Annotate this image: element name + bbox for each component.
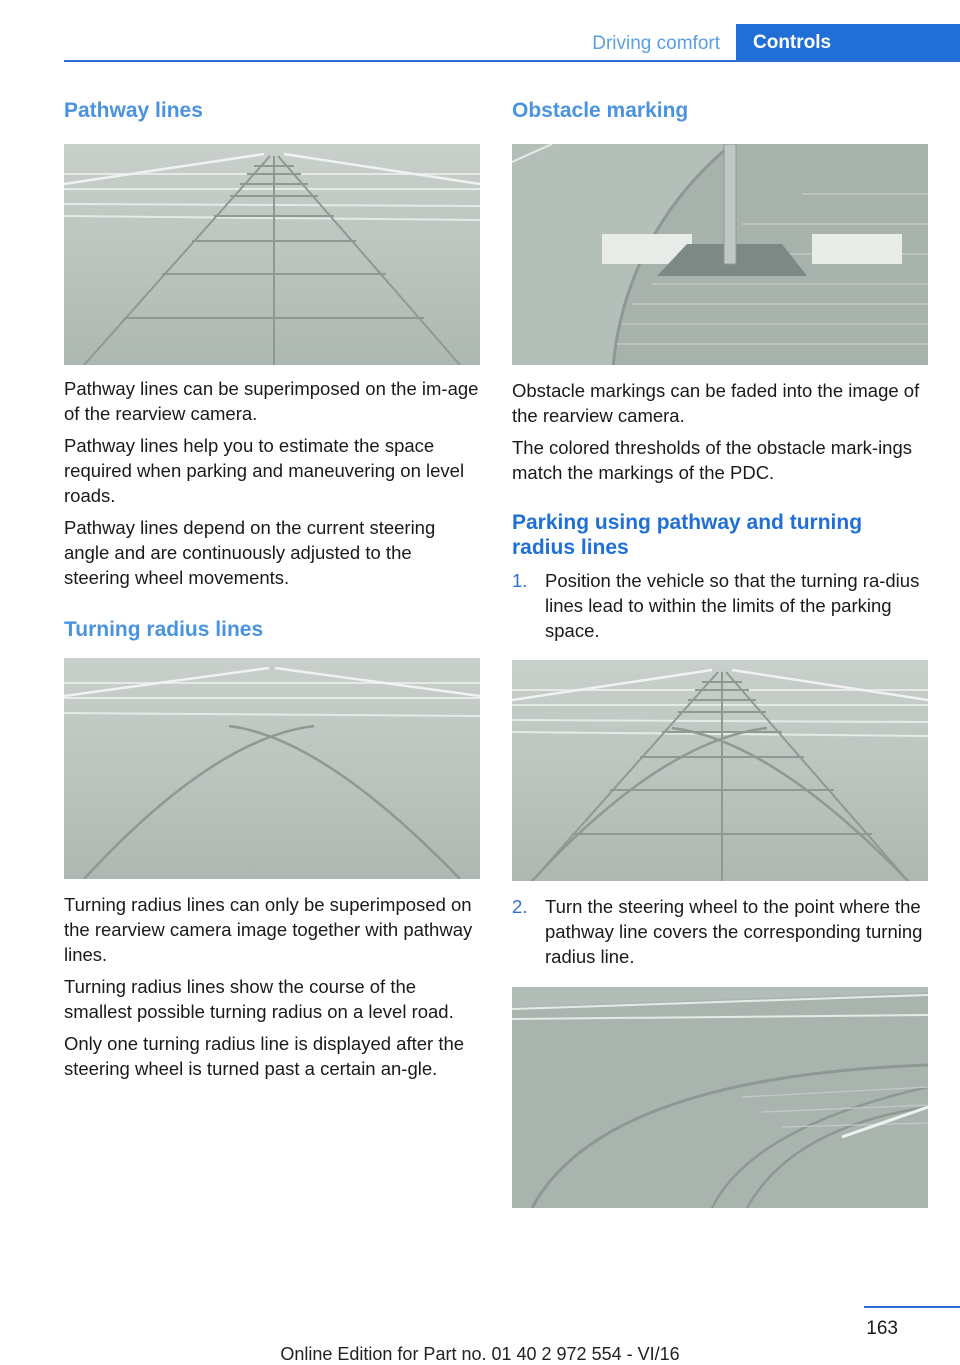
step-number: 1. (512, 570, 528, 591)
paragraph: Pathway lines depend on the current steering angle and are continuously adjusted to the steering wheel movements. (64, 517, 436, 588)
edition-note: Online Edition for Part no. 01 40 2 972 554 - VI/16 (280, 1344, 680, 1364)
paragraph: Only one turning radius line is displayed after the steering wheel is turned past a certain an‐gle. (64, 1033, 465, 1079)
list-item (512, 568, 928, 643)
steps-list (512, 894, 928, 969)
heading-parking-procedure: Parking using pathway and turning radius lines (512, 511, 863, 559)
obstacle-marking-illustration (512, 144, 928, 365)
paragraph: The colored thresholds of the obstacle mark‐ings match the markings of the PDC. (512, 437, 913, 483)
combined-lines-illustration (512, 660, 928, 881)
list-item (512, 894, 928, 969)
header-rule (64, 60, 960, 62)
footer-rule (864, 1306, 960, 1308)
step-text: Position the vehicle so that the turning ra‐dius lines lead to within the limits of the parking space. (545, 570, 920, 641)
page-number: 163 (866, 1318, 898, 1339)
step-text: Turn the steering wheel to the point where the pathway line covers the corresponding turning radius line. (545, 896, 923, 967)
running-header-chapter: Controls (736, 24, 960, 61)
heading-turning-radius-lines: Turning radius lines (64, 618, 264, 641)
running-header-section: Driving comfort (592, 33, 720, 54)
heading-obstacle-marking: Obstacle marking (512, 99, 689, 122)
paragraph: Turning radius lines show the course of the smallest possible turning radius on a level road. (64, 976, 454, 1022)
paragraph: Obstacle markings can be faded into the image of the rearview camera. (512, 380, 920, 426)
left-column (64, 98, 480, 1081)
turning-alignment-illustration (512, 987, 928, 1208)
steps-list (512, 568, 928, 643)
paragraph: Turning radius lines can only be superimposed on the rearview camera image together with pathway lines. (64, 894, 473, 965)
paragraph: Pathway lines can be superimposed on the im‐age of the rearview camera. (64, 378, 479, 424)
right-column (512, 98, 928, 1208)
heading-pathway-lines: Pathway lines (64, 99, 203, 122)
pathway-lines-illustration (64, 144, 480, 365)
turning-radius-lines-illustration (64, 658, 480, 879)
step-number: 2. (512, 896, 528, 917)
paragraph: Pathway lines help you to estimate the space required when parking and maneuvering on level roads. (64, 435, 465, 506)
